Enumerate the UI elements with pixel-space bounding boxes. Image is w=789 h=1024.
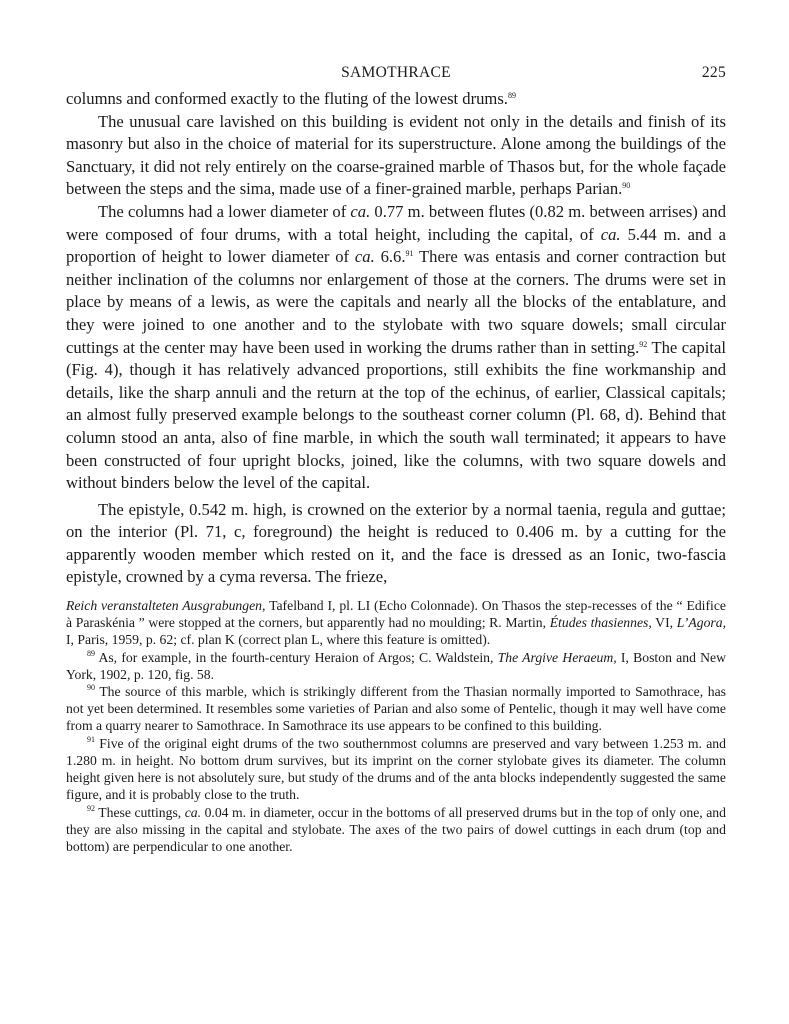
- footnote-text: VI,: [651, 615, 677, 631]
- paragraph-text: The unusual care lavished on this building is evident not only in the details and finish of its masonry but also in the choice of material for its superstructure. Alone among the buildings of the Sanctuary, it did not rely entirely on the coarse-grained marble of Thasos but, for the whole façade between the steps and the sima, made use of a finer-grained marble, perhaps Parian.: [66, 111, 726, 199]
- footnote-90: [66, 683, 726, 735]
- page-number: 225: [701, 64, 726, 81]
- footnote-text: As, for example, in the fourth-century Heraion of Argos; C. Waldstein,: [95, 649, 498, 665]
- footnote-text: Five of the original eight drums of the two southernmost columns are preserved and vary between 1.253 m. and 1.280 m. in height. No bottom drum survives, but its imprint on the corner stylobate gives its diameter. The column height given here is not absolutely sure, but study of the drums and of the anta blocks independently suggested the same figure, and it is probably close to the truth.: [66, 735, 726, 803]
- footnote-ref-89: 89: [507, 91, 516, 100]
- paragraph-text: 6.6.: [374, 247, 406, 267]
- paragraph-text: The columns had a lower diameter of: [98, 201, 351, 221]
- paragraph-text: 0.77 m. between flutes (0.82 m. between arrises) and were composed of four drums, with a total height, including the capital, of: [66, 201, 726, 244]
- footnote-number: 90: [87, 683, 95, 693]
- footnote-89: [66, 649, 726, 683]
- footnote-ref-91: 91: [405, 249, 414, 259]
- abbrev-ca: ca.: [600, 224, 621, 244]
- cited-title: Études thasiennes,: [549, 615, 652, 631]
- paragraph-text: 5.44 m. and a proportion of height to lower diameter of: [66, 224, 726, 267]
- footnote-number: 92: [87, 803, 95, 813]
- page: [66, 60, 726, 855]
- abbrev-ca: ca.: [184, 804, 202, 820]
- paragraph-2: [66, 111, 726, 201]
- paragraph-4: The epistyle, 0.542 m. high, is crowned on the exterior by a normal taenia, regula and guttae; on the interior (Pl. 71, c, foreground) the height is reduced to 0.406 m. by a cutting for the apparently wooden member which rested on it, and the face is dressed as an Ionic, two-fascia epistyle, crowned by a cyma reversa. The frieze,: [66, 499, 726, 587]
- main-text: [66, 88, 726, 589]
- page-header: [66, 60, 726, 88]
- footnote-ref-90: 90: [622, 181, 631, 191]
- footnote-text: 0.04 m. in diameter, occur in the bottoms of all preserved drums but in the top of only one, and they are also missing in the capital and stylobate. The axes of the two pairs of dowel cuttings in each drum (top and bottom) are perpendicular to one another.: [66, 804, 726, 854]
- footnote-92: [66, 804, 726, 856]
- abbrev-ca: ca.: [354, 247, 375, 267]
- paragraph-text: columns and conformed exactly to the fluting of the lowest drums.: [66, 89, 508, 108]
- footnote-text: The source of this marble, which is strikingly different from the Thasian normally imported to Samothrace, has not yet been determined. It resembles some varieties of Parian and also some of Pentelic, though it may well have come from a quarry nearer to Samothrace. In Samothrace its use appears to be confined to this building.: [66, 684, 726, 734]
- paragraph-text: There was entasis and corner contraction but neither inclination of the columns nor enlargement of those at the corners. The drums were set in place by means of a lewis, as were the capitals and nearly all the blocks of the entablature, and they were joined to one another and to the stylobate with two square dowels; small circular cuttings at the center may have been used in working the drums rather than in setting.: [66, 247, 726, 357]
- abbrev-ca: ca.: [350, 201, 371, 221]
- footnote-number: 91: [87, 734, 95, 744]
- footnote-text: Tafelband I, pl. LI (Echo Colonnade). On Thasos the step-recesses of the “ Edifice à Paraskénia ” were stopped at the corners, but apparently had no moulding; R. Martin,: [66, 598, 726, 631]
- footnote-text: I, Paris, 1959, p. 62; cf. plan K (correct plan L, where this feature is omitted).: [66, 632, 491, 648]
- footnote-text: These cuttings,: [95, 804, 185, 820]
- footnote-text: I, Boston and New York, 1902, p. 120, fig. 58.: [66, 649, 726, 682]
- running-head: SAMOTHRACE: [341, 64, 451, 81]
- footnote-91: [66, 735, 726, 804]
- footnote-continued: [66, 597, 726, 649]
- footnote-ref-92: 92: [639, 339, 648, 349]
- paragraph-3: [66, 201, 726, 495]
- cited-title: Reich veranstalteten Ausgrabungen,: [66, 598, 266, 614]
- paragraph-1: [66, 88, 726, 111]
- paragraph-text: The capital (Fig. 4), though it has relatively advanced proportions, still exhibits the fine workmanship and details, like the sharp annuli and the return at the top of the echinus, of earlier, Classical capitals; an almost fully preserved example belongs to the southeast corner column (Pl. 68, d). Behind that column stood an anta, also of fine marble, in which the south wall terminated; it appears to have been constructed of four upright blocks, joined, like the columns, with two square dowels and without binders below the level of the capital.: [66, 337, 726, 493]
- cited-title: The Argive Heraeum,: [497, 649, 617, 665]
- footnote-number: 89: [87, 648, 95, 658]
- footnotes: [66, 597, 726, 855]
- cited-title: L’Agora,: [676, 615, 727, 631]
